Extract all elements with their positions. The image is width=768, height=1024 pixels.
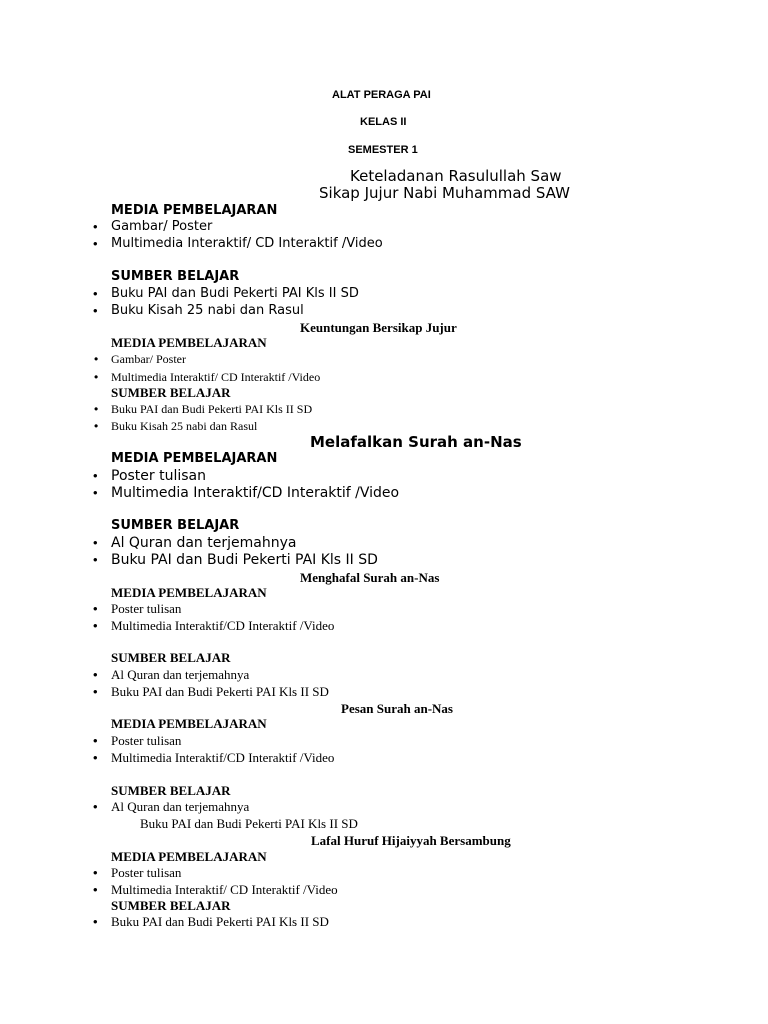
section2-title: Keuntungan Bersikap Jujur <box>300 320 457 335</box>
list-item: Al Quran dan terjemahnya <box>111 667 250 682</box>
bullet-icon: • <box>94 419 99 433</box>
list-item: Buku PAI dan Budi Pekerti PAI Kls II SD <box>111 402 313 416</box>
bullet-icon: • <box>93 882 98 897</box>
bullet-icon: • <box>93 865 98 880</box>
bullet-icon: • <box>93 219 98 234</box>
bullet-icon: • <box>93 733 98 748</box>
list-item: Al Quran dan terjemahnya <box>111 799 250 814</box>
list-item: Multimedia Interaktif/CD Interaktif /Video <box>111 485 400 501</box>
section1-media-heading: MEDIA PEMBELAJARAN <box>111 203 278 218</box>
bullet-icon: • <box>93 684 98 699</box>
list-item: Poster tulisan <box>111 468 206 484</box>
bullet-icon: • <box>93 468 98 483</box>
bullet-icon: • <box>93 286 98 301</box>
header-semester: SEMESTER 1 <box>348 144 418 156</box>
section1-sumber-heading: SUMBER BELAJAR <box>111 269 240 284</box>
bullet-icon: • <box>93 914 98 929</box>
section6-sumber-heading: SUMBER BELAJAR <box>111 898 231 913</box>
list-item: Buku PAI dan Budi Pekerti PAI Kls II SD <box>111 914 329 929</box>
list-item: Al Quran dan terjemahnya <box>111 535 297 551</box>
list-item: Multimedia Interaktif/ CD Interaktif /Video <box>111 370 321 384</box>
list-item: Buku PAI dan Budi Pekerti PAI Kls II SD <box>111 684 329 699</box>
section3-media-heading: MEDIA PEMBELAJARAN <box>111 451 278 466</box>
list-item: Poster tulisan <box>111 865 182 880</box>
section1-subtitle: Sikap Jujur Nabi Muhammad SAW <box>319 184 570 202</box>
bullet-icon: • <box>93 667 98 682</box>
section5-media-heading: MEDIA PEMBELAJARAN <box>111 716 267 731</box>
bullet-icon: • <box>93 303 98 318</box>
bullet-icon: • <box>94 352 99 366</box>
bullet-icon: • <box>93 601 98 616</box>
list-item: Buku Kisah 25 nabi dan Rasul <box>111 419 258 433</box>
section4-media-heading: MEDIA PEMBELAJARAN <box>111 585 267 600</box>
header-title: ALAT PERAGA PAI <box>332 89 431 101</box>
list-item: Multimedia Interaktif/ CD Interaktif /Video <box>111 236 383 251</box>
bullet-icon: • <box>93 485 98 500</box>
list-item: Buku PAI dan Budi Pekerti PAI Kls II SD <box>140 816 358 831</box>
list-item: Buku PAI dan Budi Pekerti PAI Kls II SD <box>111 552 378 568</box>
list-item: Multimedia Interaktif/CD Interaktif /Video <box>111 750 335 765</box>
section6-media-heading: MEDIA PEMBELAJARAN <box>111 849 267 864</box>
section2-sumber-heading: SUMBER BELAJAR <box>111 385 231 400</box>
list-item: Buku PAI dan Budi Pekerti PAI Kls II SD <box>111 286 359 301</box>
bullet-icon: • <box>93 618 98 633</box>
bullet-icon: • <box>93 750 98 765</box>
bullet-icon: • <box>94 370 99 384</box>
section3-title: Melafalkan Surah an-Nas <box>310 433 522 451</box>
list-item: Gambar/ Poster <box>111 352 186 366</box>
section1-title: Keteladanan Rasulullah Saw <box>350 167 562 185</box>
section4-sumber-heading: SUMBER BELAJAR <box>111 650 231 665</box>
bullet-icon: • <box>93 799 98 814</box>
section5-sumber-heading: SUMBER BELAJAR <box>111 783 231 798</box>
bullet-icon: • <box>94 402 99 416</box>
section2-media-heading: MEDIA PEMBELAJARAN <box>111 335 267 350</box>
header-class: KELAS II <box>360 116 407 128</box>
list-item: Poster tulisan <box>111 733 182 748</box>
list-item: Buku Kisah 25 nabi dan Rasul <box>111 303 304 318</box>
list-item: Poster tulisan <box>111 601 182 616</box>
list-item: Multimedia Interaktif/ CD Interaktif /Video <box>111 882 338 897</box>
bullet-icon: • <box>93 552 98 567</box>
section6-title: Lafal Huruf Hijaiyyah Bersambung <box>311 833 511 848</box>
bullet-icon: • <box>93 236 98 251</box>
section5-title: Pesan Surah an-Nas <box>341 701 453 716</box>
section4-title: Menghafal Surah an-Nas <box>300 570 440 585</box>
bullet-icon: • <box>93 535 98 550</box>
list-item: Multimedia Interaktif/CD Interaktif /Video <box>111 618 335 633</box>
section3-sumber-heading: SUMBER BELAJAR <box>111 518 240 533</box>
list-item: Gambar/ Poster <box>111 219 213 234</box>
